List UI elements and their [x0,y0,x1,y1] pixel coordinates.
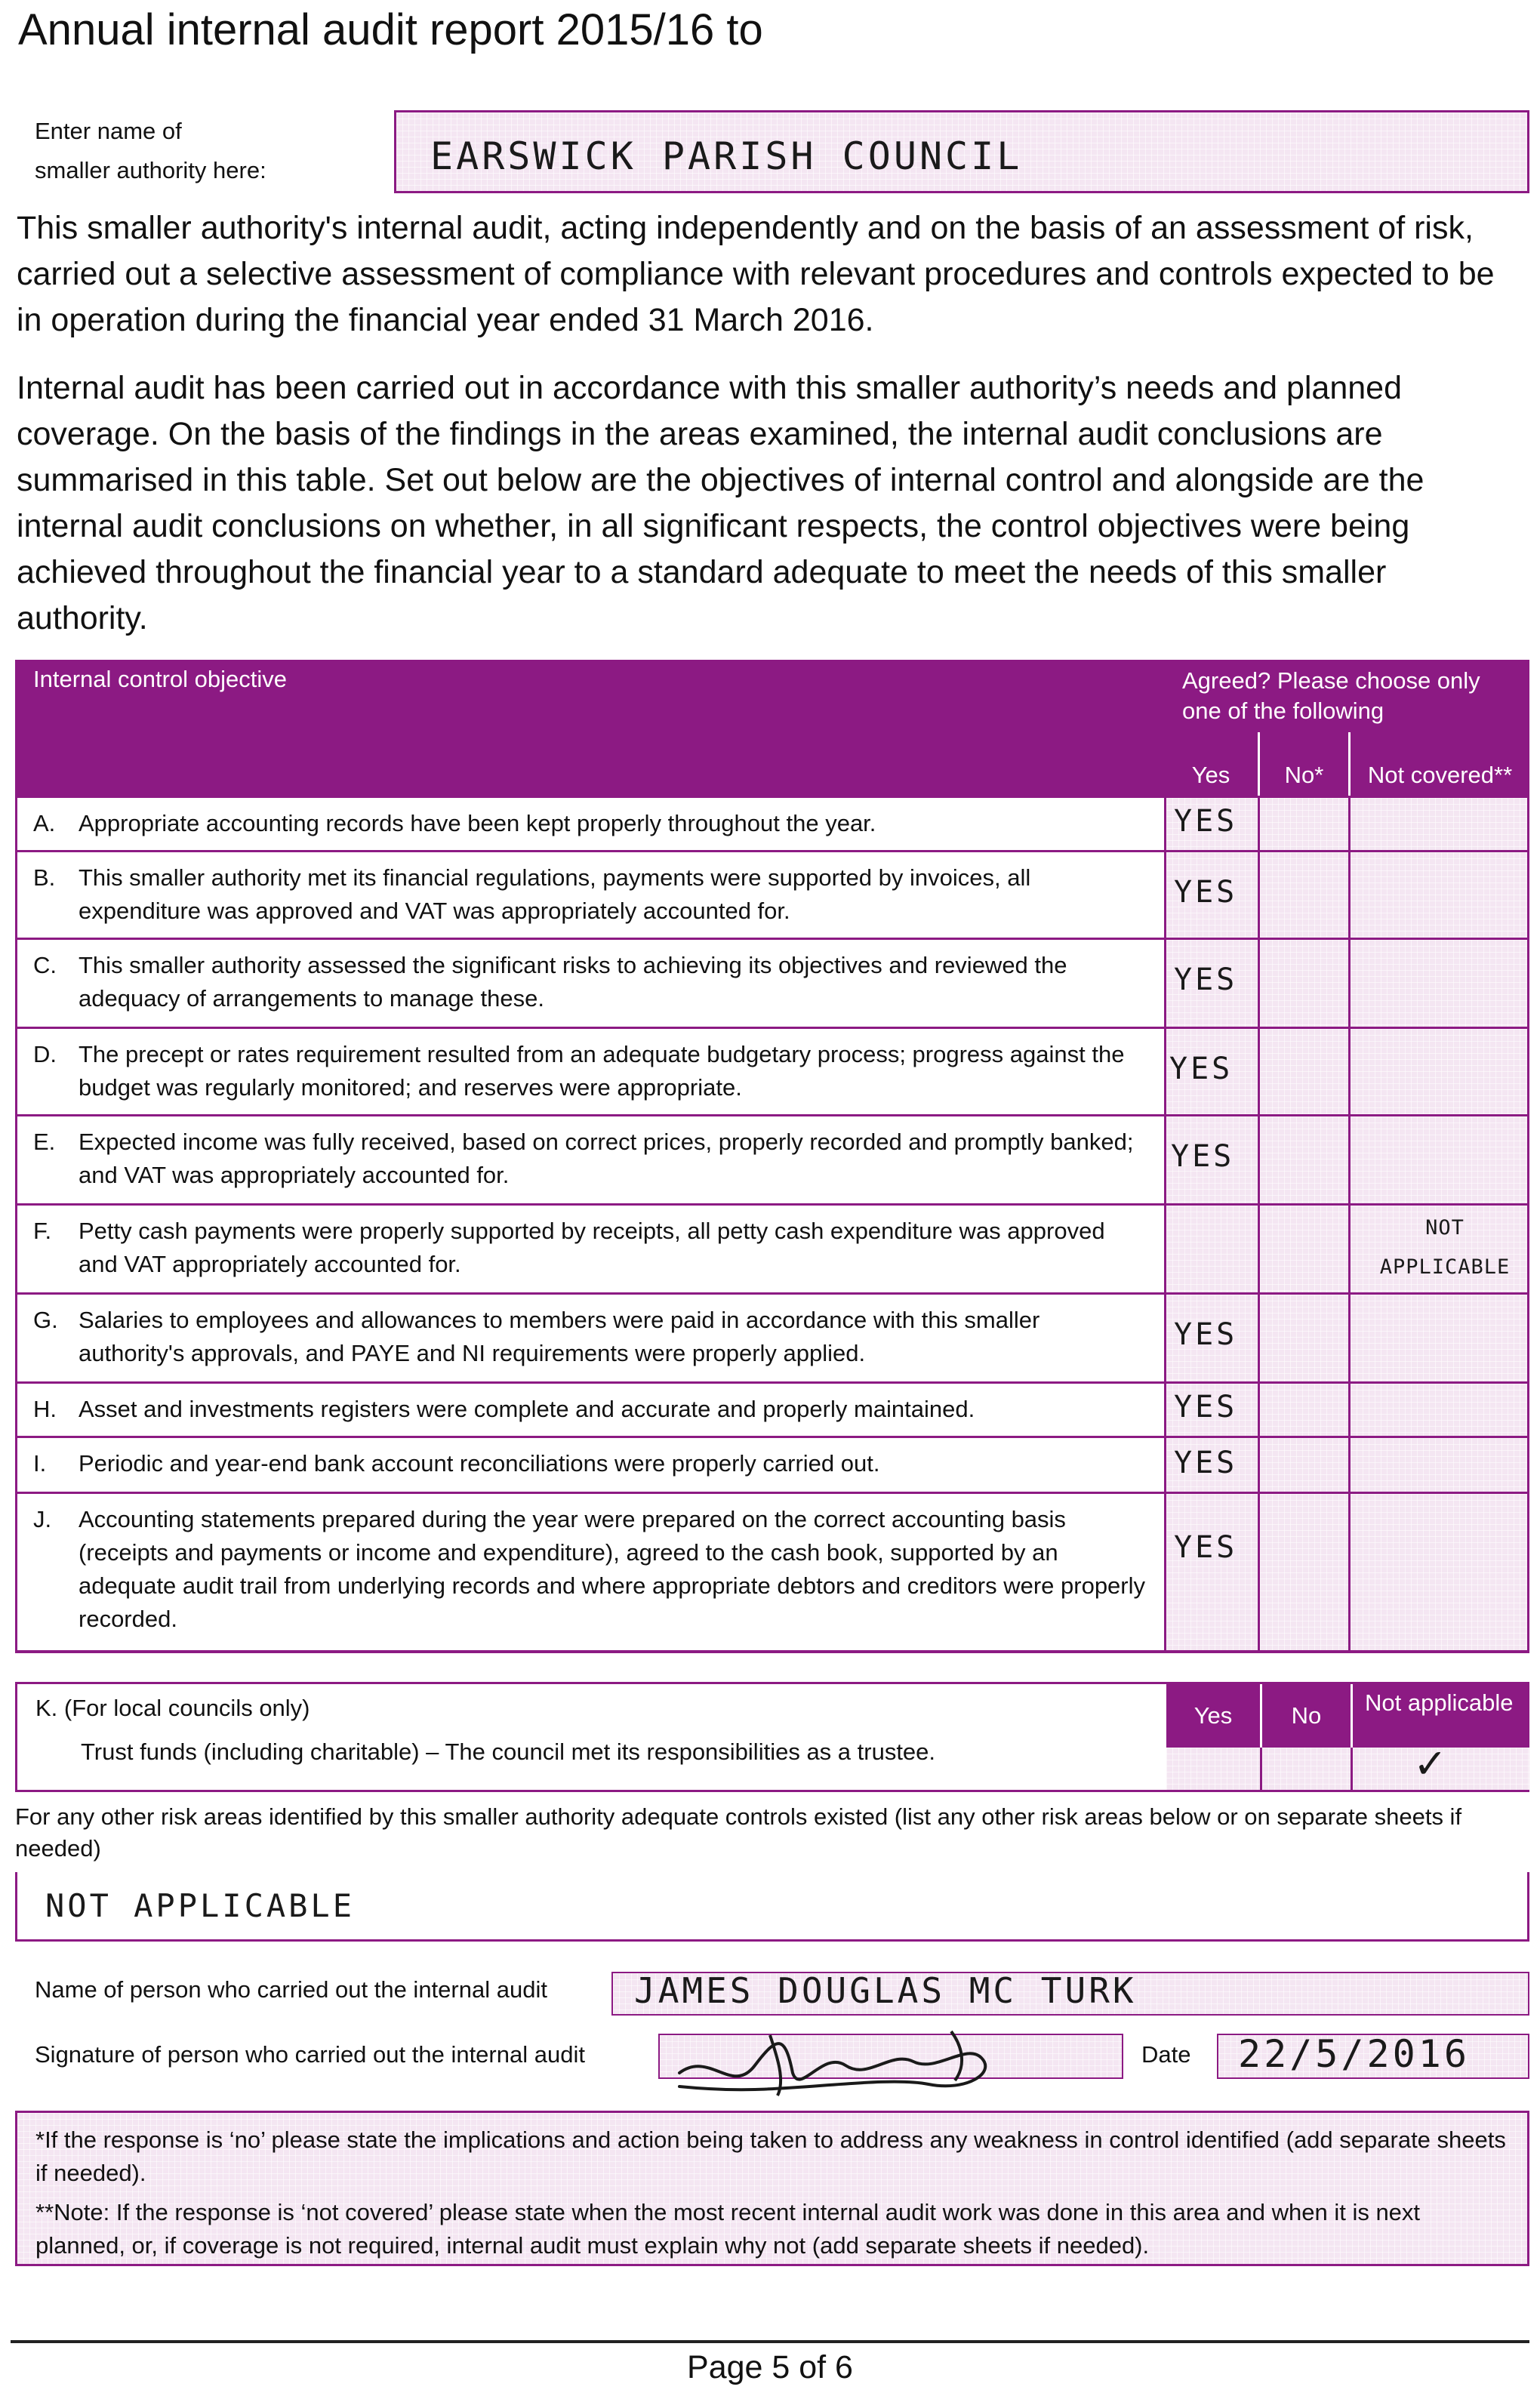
row-objective: Accounting statements prepared during the year were prepared on the correct accounting basis (receipts and payments or income and expenditure), agreed to the cash book, supported by an adequate audit trail from underlying records and where appropriate debtors and creditors were properly recorded. [79,1506,1146,1632]
row-objective: Periodic and year-end bank account reconciliations were properly carried out. [79,1450,880,1477]
checkmark-icon: ✓ [1413,1742,1448,1787]
not-covered-cell[interactable] [1348,1206,1529,1292]
yes-cell[interactable] [1164,940,1258,1027]
table-left-border [15,660,17,1653]
table-right-border [1527,660,1529,1653]
trust-na-cell[interactable] [1351,1742,1529,1790]
no-cell[interactable] [1258,1384,1348,1436]
row-objective: Petty cash payments were properly supported by receipts, all petty cash expenditure was approved and VAT appropriately accounted for. [79,1218,1105,1277]
yes-mark: YES [1174,1530,1238,1565]
row-text-h [15,1384,1164,1436]
row-text-d [15,1029,1164,1114]
not-covered-mark: NOT APPLICABLE [1379,1216,1511,1279]
not-covered-cell[interactable] [1348,1295,1529,1381]
other-risk-value: NOT APPLICABLE [45,1887,356,1924]
auditor-name-value: JAMES DOUGLAS MC TURK [634,1970,1137,2011]
yes-mark: YES [1174,1317,1238,1352]
yes-mark: YES [1174,962,1238,997]
row-objective: Salaries to employees and allowances to members were paid in accordance with this smaller authority's approvals, and PAYE and NI requirements were properly applied. [79,1307,1040,1366]
row-text-i [15,1438,1164,1492]
header-agreed-label: Agreed? Please choose only one of the following [1182,667,1480,724]
note-no-response: *If the response is ‘no’ please state the implications and action being taken to address any weakness in control identified (add separate sheets if needed). [35,2127,1506,2186]
row-objective: Expected income was fully received, based on correct prices, properly recorded and promptly banked; and VAT was appropriately accounted for. [79,1129,1134,1188]
row-objective: Appropriate accounting records have been kept properly throughout the year. [79,810,876,836]
audit-paragraph: Internal audit has been carried out in accordance with this smaller authority’s needs and planned coverage. On the basis of the findings in the areas examined, the internal audit conclusions are summarised in this table. Set out below are the objectives of internal control and alongside are the internal audit conclusions on whether, in all significant respects, the control objectives were being achieved throughout the financial year to a standard adequate to meet the needs of this smaller authority. [17,370,1424,636]
trust-funds-objective: Trust funds (including charitable) – The council met its responsibilities as a trustee. [81,1738,936,1765]
yes-cell[interactable] [1164,1384,1258,1436]
header-not-covered: Not covered** [1348,732,1529,796]
row-letter: J. [33,1506,52,1532]
signature-label: Signature of person who carried out the internal audit [35,2041,585,2068]
yes-cell[interactable] [1164,852,1258,938]
not-covered-cell[interactable] [1348,1116,1529,1203]
row-text-g [15,1295,1164,1381]
yes-cell[interactable] [1164,1438,1258,1492]
table-row [15,1203,1529,1292]
authority-name-value: EARSWICK PARISH COUNCIL [430,134,1023,178]
trust-funds-header [1166,1684,1529,1748]
table-header-objective [15,660,1164,796]
trust-no-header: No [1260,1684,1351,1748]
row-objective: This smaller authority assessed the significant risks to achieving its objectives and reviewed the adequacy of arrangements to manage these. [79,952,1067,1012]
table-row [15,796,1529,850]
no-cell[interactable] [1258,1116,1348,1203]
yes-cell[interactable] [1164,1206,1258,1292]
trust-no-cell[interactable] [1260,1748,1351,1790]
date-label: Date [1141,2041,1191,2068]
yes-cell[interactable] [1164,1029,1258,1114]
intro-paragraph: This smaller authority's internal audit, acting independently and on the basis of an assessment of risk, carried out a selective assessment of compliance with relevant procedures and controls expected to be in operation during the financial year ended 31 March 2016. [17,210,1495,338]
trust-funds-section [15,1682,1529,1792]
yes-cell[interactable] [1164,1494,1258,1652]
row-letter: B. [33,864,56,891]
row-letter: E. [33,1129,56,1155]
table-row [15,1492,1529,1652]
table-row [15,1292,1529,1381]
yes-mark: YES [1171,1139,1235,1174]
no-cell[interactable] [1258,1295,1348,1381]
no-cell[interactable] [1258,1206,1348,1292]
row-objective: The precept or rates requirement resulted from an adequate budgetary process; progress against the budget was regularly monitored; and reserves were appropriate. [79,1041,1125,1101]
table-row [15,1114,1529,1203]
row-text-b [15,852,1164,938]
no-cell[interactable] [1258,798,1348,850]
trust-yes-header: Yes [1194,1702,1233,1729]
yes-cell[interactable] [1164,798,1258,850]
authority-label-line1: Enter name of [35,118,182,144]
trust-funds-heading: K. (For local councils only) [35,1695,310,1721]
signature-scribble [664,2020,1027,2103]
table-row [15,1436,1529,1492]
yes-mark: YES [1174,1446,1238,1480]
row-letter: G. [33,1307,58,1333]
table-row [15,938,1529,1027]
row-letter: D. [33,1041,57,1067]
yes-cell[interactable] [1164,1116,1258,1203]
table-row [15,850,1529,938]
page-title: Annual internal audit report 2015/16 to [18,5,763,54]
yes-mark: YES [1174,1390,1238,1424]
table-row [15,1381,1529,1436]
row-text-c [15,940,1164,1027]
auditor-name-label: Name of person who carried out the internal audit [35,1976,547,2003]
header-objective-label: Internal control objective [33,666,288,692]
trust-na-header: Not applicable [1351,1684,1529,1748]
not-covered-cell[interactable] [1348,1494,1529,1652]
not-covered-cell[interactable] [1348,1384,1529,1436]
table-header-agreed [1164,660,1529,796]
yes-mark: YES [1169,1052,1234,1086]
yes-mark: YES [1174,875,1238,910]
footer-rule [11,2340,1529,2343]
no-cell[interactable] [1258,1494,1348,1652]
notes-box [15,2111,1529,2266]
row-letter: C. [33,952,57,978]
row-objective: Asset and investments registers were complete and accurate and properly maintained. [79,1396,975,1422]
row-text-a [15,798,1164,850]
not-covered-cell[interactable] [1348,940,1529,1027]
not-covered-cell[interactable] [1348,1438,1529,1492]
not-covered-cell[interactable] [1348,1029,1529,1114]
authority-name-label [35,112,382,190]
not-covered-cell[interactable] [1348,798,1529,850]
trust-funds-answers [1166,1684,1529,1790]
table-row [15,1027,1529,1114]
row-letter: F. [33,1218,52,1244]
no-cell[interactable] [1258,940,1348,1027]
header-yes: Yes [1191,762,1230,788]
other-risk-label: For any other risk areas identified by this smaller authority adequate controls existed (list any other risk areas below or on separate sheets if needed) [15,1803,1462,1862]
row-letter: A. [33,810,56,836]
row-text-e [15,1116,1164,1203]
row-letter: H. [33,1396,57,1422]
header-no: No* [1258,732,1348,796]
trust-yes-cell[interactable] [1166,1748,1260,1790]
page-number: Page 5 of 6 [687,2349,853,2385]
authority-label-line2: smaller authority here: [35,157,266,183]
yes-cell[interactable] [1164,1295,1258,1381]
not-covered-cell[interactable] [1348,852,1529,938]
no-cell[interactable] [1258,852,1348,938]
yes-mark: YES [1174,804,1238,839]
row-text-f [15,1206,1164,1292]
row-text-j [15,1494,1164,1652]
date-value: 22/5/2016 [1238,2032,1470,2076]
no-cell[interactable] [1258,1029,1348,1114]
row-objective: This smaller authority met its financial regulations, payments were supported by invoices, all expenditure was approved and VAT was appropriately accounted for. [79,864,1031,924]
note-not-covered: **Note: If the response is ‘not covered’ please state when the most recent internal audit work was done in this area and when it is next planned, or, if coverage is not required, internal audit must explain why not (add separate sheets if needed). [35,2199,1421,2259]
no-cell[interactable] [1258,1438,1348,1492]
table-bottom-border [15,1650,1529,1653]
row-letter: I. [33,1450,47,1477]
